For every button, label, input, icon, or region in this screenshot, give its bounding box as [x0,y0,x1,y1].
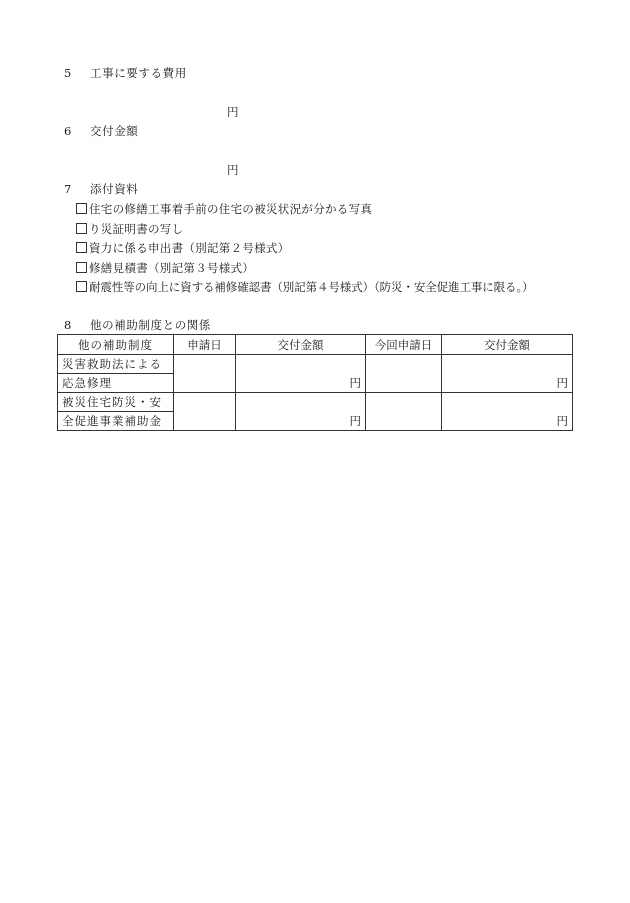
subsidy-name-line1: 被災住宅防災・安 [58,393,174,412]
grant-amount-cell[interactable]: 円 [236,393,366,431]
attachment-item [76,280,534,294]
section-8-title: 他の補助制度との関係 [90,318,211,332]
attachment-label: り災証明書の写し [89,222,184,236]
attachment-label: 資力に係る申出書（別記第２号様式） [89,241,290,255]
current-grant-amount-cell[interactable]: 円 [442,393,573,431]
checkbox[interactable] [76,223,87,234]
section-6-number: 6 [64,124,72,138]
current-grant-amount-cell[interactable]: 円 [442,355,573,393]
attachment-item [76,222,183,236]
attachment-item [76,261,254,275]
section-6-heading [64,124,138,138]
section-8-number: 8 [64,318,72,332]
section-7-title: 添付資料 [90,182,139,196]
current-application-date-cell[interactable] [366,393,442,431]
subsidy-name-line2: 全促進事業補助金 [58,412,174,431]
subsidy-name-line1: 災害救助法による [58,355,174,374]
attachment-label: 住宅の修繕工事着手前の住宅の被災状況が分かる写真 [89,202,373,216]
attachment-item [76,202,372,216]
grant-amount-cell[interactable]: 円 [236,355,366,393]
table-row [58,393,573,412]
table-header-row [58,335,573,355]
section-8-heading [64,318,211,332]
header-grant-amount: 交付金額 [236,335,366,355]
application-date-cell[interactable] [174,355,236,393]
cost-yen-unit: 円 [227,105,239,119]
current-application-date-cell[interactable] [366,355,442,393]
grant-yen-unit: 円 [227,163,239,177]
checkbox[interactable] [76,203,87,214]
section-5-heading [64,66,187,80]
application-date-cell[interactable] [174,393,236,431]
header-current-grant-amount: 交付金額 [442,335,573,355]
checkbox[interactable] [76,262,87,273]
header-application-date: 申請日 [174,335,236,355]
checkbox[interactable] [76,242,87,253]
section-7-heading [64,182,138,196]
section-5-title: 工事に要する費用 [90,66,187,80]
attachment-label: 修繕見積書（別記第３号様式） [89,261,255,275]
section-5-number: 5 [64,66,72,80]
table-row [58,355,573,374]
attachment-item [76,241,290,255]
subsidy-relation-table [57,334,573,431]
section-6-title: 交付金額 [90,124,139,138]
section-7-number: 7 [64,182,72,196]
subsidy-name-line2: 応急修理 [58,374,174,393]
checkbox[interactable] [76,281,87,292]
header-current-application-date: 今回申請日 [366,335,442,355]
attachment-label: 耐震性等の向上に資する補修確認書（別記第４号様式）（防災・安全促進工事に限る。） [89,280,534,294]
header-other-subsidy: 他の補助制度 [58,335,174,355]
